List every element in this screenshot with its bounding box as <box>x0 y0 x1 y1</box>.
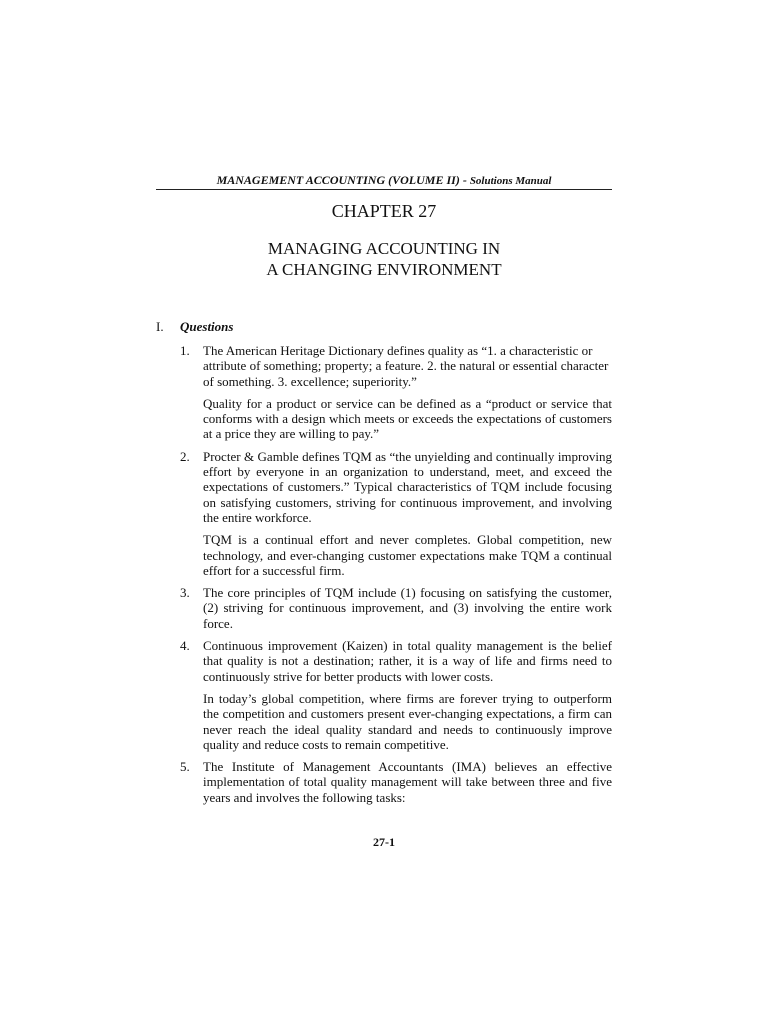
question-item <box>180 638 612 752</box>
question-number: 3. <box>180 585 190 601</box>
question-paragraph: Procter & Gamble defines TQM as “the unyielding and continually improving effort by everyone in an organization to understand, meet, and exceed the expectations of customers.” Typical characteristics of TQM include focusing on satisfying customers, striving for continuous improvement, and involving the entire workforce. <box>203 448 612 525</box>
question-item <box>180 585 612 631</box>
running-header <box>156 173 612 189</box>
header-rule <box>156 189 612 190</box>
question-number: 2. <box>180 448 190 464</box>
question-item <box>180 449 612 578</box>
section-roman-numeral: I. <box>156 319 164 334</box>
chapter-number: CHAPTER 27 <box>331 201 437 221</box>
question-paragraph: In today’s global competition, where firms are forever trying to outperform the competition and customers present ever-changing expectations, a firm can never reach the ideal quality standard and needs to continuously improve quality and reduce costs to remain competitive. <box>203 690 612 752</box>
question-item <box>180 759 612 805</box>
chapter-title <box>156 238 612 280</box>
question-paragraph: The American Heritage Dictionary defines quality as “1. a characteristic or attribute of something; property; a feature. 2. the natural or essential character of something. 3. excellence; superiority.” <box>203 343 609 389</box>
chapter-title-line: MANAGING ACCOUNTING IN <box>267 239 501 258</box>
chapter-title-line: A CHANGING ENVIRONMENT <box>266 260 502 279</box>
question-paragraph: TQM is a continual effort and never completes. Global competition, new technology, and ever-changing customer expectations make TQM a continual effort for a successful firm. <box>203 532 612 578</box>
page-number: 27-1 <box>373 835 395 849</box>
question-number: 1. <box>180 343 190 358</box>
question-paragraph: Quality for a product or service can be defined as a “product or service that conforms with a design which meets or exceeds the expectations of customers at a price they are willing to pay.” <box>203 395 612 442</box>
running-header-suffix: Solutions Manual <box>469 175 552 187</box>
question-number: 4. <box>180 638 190 654</box>
question-paragraph: Continuous improvement (Kaizen) in total quality management is the belief that quality is not a destination; rather, it is a way of life and firms need to continuously strive for better products with lower costs. <box>203 638 612 684</box>
section-label: Questions <box>180 319 234 334</box>
question-paragraph: The Institute of Management Accountants (IMA) believes an effective implementation of total quality management will take between three and five years and involves the following tasks: <box>203 759 612 805</box>
questions-list <box>180 343 612 812</box>
question-paragraph: The core principles of TQM include (1) focusing on satisfying the customer, (2) striving for continuous improvement, and (3) involving the entire work force. <box>203 585 612 631</box>
question-item <box>180 343 612 442</box>
question-number: 5. <box>180 759 190 775</box>
section-heading <box>156 319 233 335</box>
running-header-title: MANAGEMENT ACCOUNTING (VOLUME II) - <box>216 173 467 187</box>
